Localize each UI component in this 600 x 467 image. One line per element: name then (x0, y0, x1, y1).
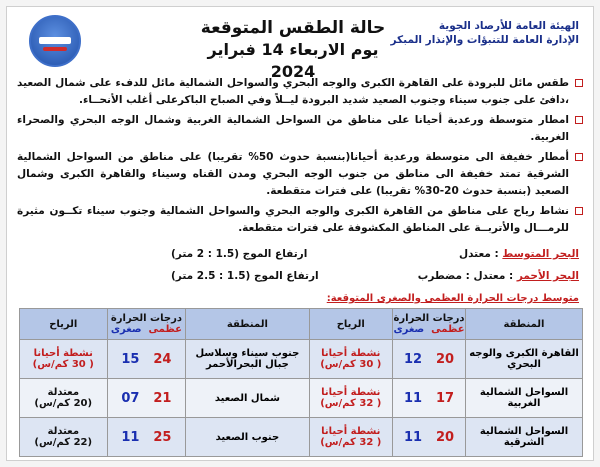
region-cell: جنوب سيناء وسلاسل جبال البحرالأحمر (186, 340, 309, 379)
region-cell: السواحل الشمالية الغربية (466, 379, 583, 418)
agency-logo-icon (29, 15, 81, 67)
wind-header: الرياح (309, 309, 393, 340)
checkbox-bullet-icon (575, 153, 583, 161)
sea-row (21, 243, 579, 265)
region-cell: شمال الصعيد (186, 379, 309, 418)
checkbox-bullet-icon (575, 79, 583, 87)
forecast-item (17, 203, 583, 237)
temp-cell: 21 07 (107, 379, 186, 418)
wind-cell: نشطة أحيانا ( 30 كم/س) (309, 340, 393, 379)
sea-label: البحر الأحمر (516, 270, 579, 282)
region-cell: جنوب الصعيد (186, 418, 309, 457)
table-header-row (20, 309, 583, 340)
forecast-item (17, 112, 583, 146)
header (7, 11, 593, 81)
region-cell: القاهرة الكبرى والوجه البحري (466, 340, 583, 379)
agency-line-1: الهيئة العامة للأرصاد الجوية (438, 20, 579, 32)
forecast-item (17, 75, 583, 109)
region-header: المنطقة (466, 309, 583, 340)
temps-header: درجات الحرارة عظمى صغرى (107, 309, 186, 340)
forecast-text: أمطار خفيفة الى متوسطة ورعدية أحيانا(بنسبة حدوث 50% تقريبا) على مناطق من السواحل الشمالية الشرقية تمتد خفيفة الى مناطق من جنوب الوجه البحري ومدن القناه وسيناء والقاهرة الكبرى وشمال الصعيد (بنسبة حدوث 20-30% تقريبا) على فترات متقطعة. (17, 151, 569, 197)
agency-name (391, 19, 579, 47)
temperature-table (19, 308, 583, 457)
forecast-text: امطار متوسطة ورعدية أحيانا على مناطق من السواحل الشمالية الغربية وشمال الوجه البحري والصحراء الغربية. (17, 114, 569, 143)
wave-height: ارتفاع الموج (1.5 : 2 متر) (171, 248, 308, 260)
temp-cell: 20 12 (393, 340, 466, 379)
forecast-list (17, 75, 583, 240)
page-title: حالة الطقس المتوقعة (200, 18, 386, 38)
table-row (20, 418, 583, 457)
wind-cell: معتدلة (20 كم/س) (20, 379, 108, 418)
region-header: المنطقة (186, 309, 309, 340)
temps-header: درجات الحرارة عظمى صغرى (393, 309, 466, 340)
temp-cell: 17 11 (393, 379, 466, 418)
checkbox-bullet-icon (575, 207, 583, 215)
forecast-card (6, 6, 594, 461)
wind-header: الرياح (20, 309, 108, 340)
sea-label: البحر المتوسط (502, 248, 579, 260)
sea-row (21, 265, 579, 287)
agency-line-2: الإدارة العامة للتنبؤات والإنذار المبكر (390, 34, 579, 46)
wave-height: ارتفاع الموج (1.5 : 2.5 متر) (171, 270, 319, 282)
forecast-text: طقس مائل للبرودة على القاهرة الكبرى والوجه البحري والسواحل الشمالية مائل للدفء على شمال الصعيد ،دافئ على جنوب سيناء وجنوب الصعيد شديد البرودة ليــلاً وفي الصباح الباكرعلى أغلب الأنحــاء. (17, 77, 569, 106)
title-block (193, 17, 393, 83)
region-cell: السواحل الشمالية الشرقية (466, 418, 583, 457)
forecast-date: يوم الاربعاء 14 فبراير 2024 (207, 40, 379, 81)
checkbox-bullet-icon (575, 116, 583, 124)
wind-cell: نشطة أحيانا ( 32 كم/س) (309, 379, 393, 418)
sea-condition: : معتدل (458, 248, 499, 260)
wind-cell: نشطة أحيانا ( 32 كم/س) (309, 418, 393, 457)
temp-cell: 24 15 (107, 340, 186, 379)
temp-cell: 20 11 (393, 418, 466, 457)
table-caption: متوسط درجات الحرارة العظمى والصغرى المتوقعة: (326, 293, 579, 304)
wind-cell: معتدلة (22 كم/س) (20, 418, 108, 457)
forecast-text: نشاط رياح على مناطق من القاهرة الكبرى والوجه البحري والسواحل الشمالية وجنوب سيناء تكــون مثيرة للرمـــال والأتربــة على المناطق المكشوفة على فترات متقطعة. (17, 205, 569, 234)
forecast-item (17, 149, 583, 200)
table-row (20, 340, 583, 379)
sea-state (21, 243, 579, 287)
sea-condition: : معتدل : مضطرب (417, 270, 514, 282)
wind-cell: نشطة أحيانا ( 30 كم/س) (20, 340, 108, 379)
table-row (20, 379, 583, 418)
temp-cell: 25 11 (107, 418, 186, 457)
